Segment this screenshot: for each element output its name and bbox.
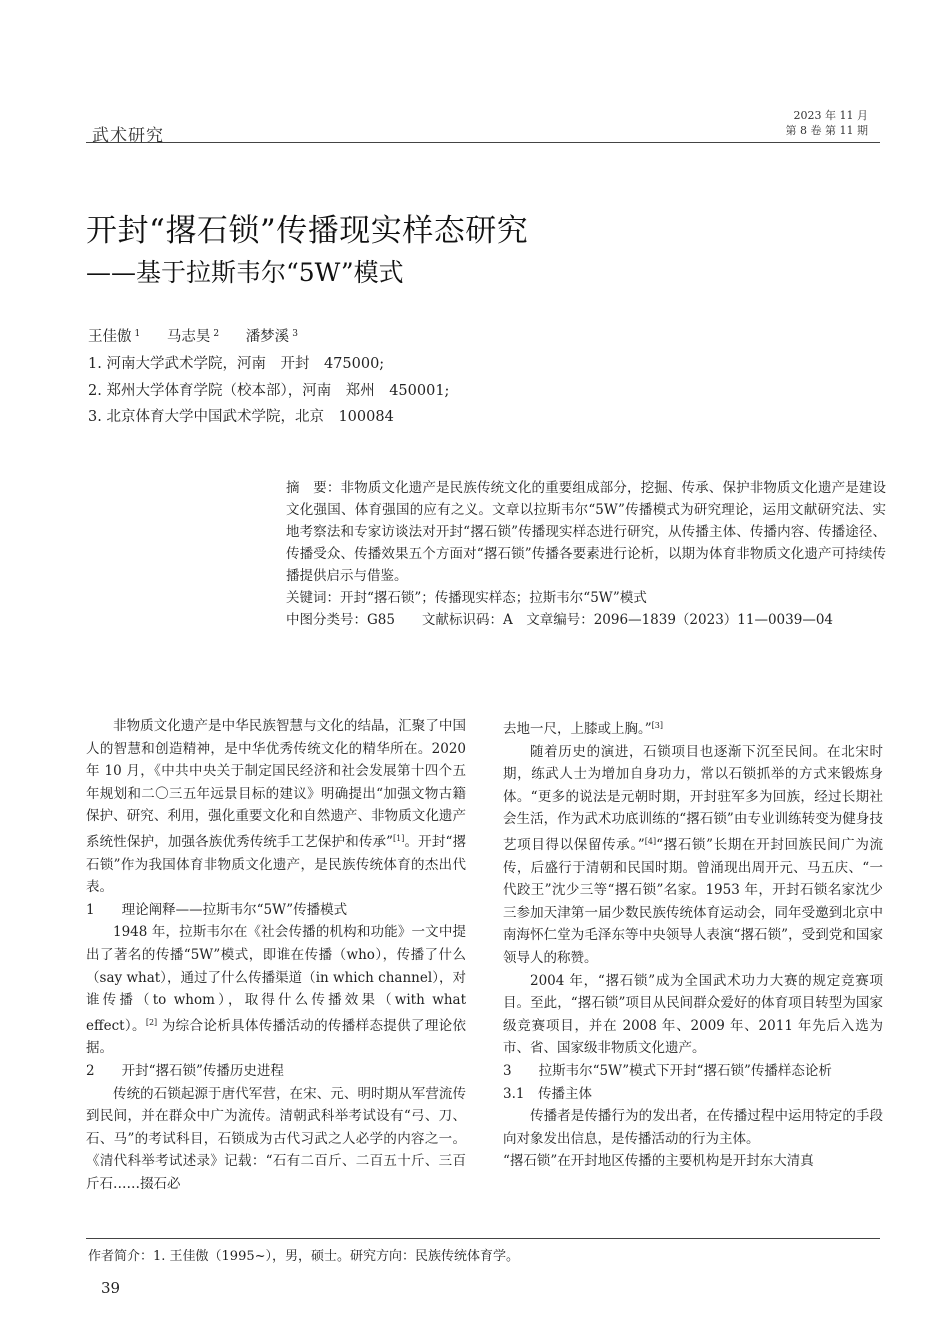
footnote-rule	[86, 1238, 880, 1239]
citation-ref: [4]	[644, 836, 657, 846]
author-affil-mark: 1	[134, 329, 141, 339]
author-list	[88, 325, 320, 346]
paragraph-text: “撂石锁”长期在开封回族民间广为流传，后盛行于清朝和民国时期。曾涌现出周开元、马五庆、“一代跤王”沈少三等“撂石锁”名家。1953 年，开封石锁名家沈少三参加天津第一届少数民族传统体育运动会，同年受邀到北京中南海怀仁堂为毛泽东等中央领导人表演“撂石锁”，受到党和国家领导人的称赞。	[503, 836, 883, 966]
author-name: 王佳傲	[88, 329, 132, 345]
author-name: 潘梦溪	[245, 329, 290, 345]
paragraph-text: 随着历史的演进，石锁项目也逐渐下沉至民间。在北宋时期，练武人士为增加自身功力，常以石锁抓举的方式来锻炼身体。“更多的说法是元朝时期，开封驻军多为回族，经过长期社会生活，作为武术功底训练的“撂石锁”由专业训练转变为健身技艺项目得以保留传承。”	[503, 743, 883, 853]
paragraph-text: 非物质文化遗产是中华民族智慧与文化的结晶，汇聚了中国人的智慧和创造精神，是中华优秀传统文化的精华所在。2020 年 10 月，《中共中央关于制定国民经济和社会发展第十四个五年规划和二〇三五年远景目标的建议》明确提出“加强文物古籍保护、研究、利用，强化重要文化和自然遗产、非物质文化遗产系统性保护，加强各族优秀传统手工艺保护和传承”	[86, 718, 466, 850]
issue-info	[786, 108, 868, 138]
article-subtitle: ——基于拉斯韦尔“5W”模式	[86, 258, 404, 287]
affiliation-3: 3. 北京体育大学中国武术学院，北京 100084	[88, 409, 394, 425]
section-heading: 1 理论阐释——拉斯韦尔“5W”传播模式	[86, 901, 348, 918]
paragraph	[503, 741, 883, 970]
paragraph	[503, 715, 883, 741]
author	[88, 329, 140, 345]
citation-ref: [1]	[393, 833, 405, 843]
author	[167, 329, 219, 345]
abstract-block	[286, 477, 886, 631]
article-title: 开封“撂石锁”传播现实样态研究	[86, 213, 529, 249]
section-heading: 2 开封“撂石锁”传播历史进程	[86, 1062, 284, 1079]
page-number: 39	[101, 1279, 121, 1297]
paragraph	[86, 715, 466, 899]
paragraph: 传播者是传播行为的发出者，在传播过程中运用特定的手段向对象发出信息，是传播活动的行为主体。	[503, 1108, 883, 1147]
citation-ref: [2]	[145, 1017, 158, 1027]
paragraph-text: 1948 年，拉斯韦尔在《社会传播的机构和功能》一文中提出了著名的传播“5W”模式，即谁在传播（who），传播了什么（say what），通过了什么传播渠道（in which channel），对谁传播（to whom），取得什么传播效果（with what effect）。	[86, 924, 466, 1034]
paragraph: “撂石锁”在开封地区传播的主要机构是开封东大清真	[503, 1153, 814, 1170]
paragraph	[86, 921, 466, 1060]
paragraph-text: 为综合论析具体传播活动的传播样态提供了理论依据。	[86, 1017, 466, 1057]
issue-date: 2023 年 11 月	[793, 109, 868, 122]
affiliation-1: 1. 河南大学武术学院，河南 开封 475000;	[88, 356, 385, 372]
paragraph-text: 去地一尺，上膝或上胸。”	[503, 721, 652, 737]
affiliation-2: 2. 郑州大学体育学院（校本部），河南 郑州 450001;	[88, 383, 450, 399]
author-name: 马志昊	[166, 329, 211, 345]
paragraph: 传统的石锁起源于唐代军营，在宋、元、明时期从军营流传到民间，并在群众中广为流传。清朝武科举考试设有“弓、刀、石、马”的考试科目，石锁成为古代习武之人必学的内容之一。《清代科举考试述录》记载：“石有二百斤、二百五十斤、三百斤石……掇石必	[86, 1085, 466, 1192]
body-column-left	[86, 715, 466, 1195]
issue-volume: 第 8 卷 第 11 期	[785, 124, 868, 137]
paragraph-text: 。开封“撂石锁”作为我国体育非物质文化遗产，是民族传统体育的杰出代表。	[86, 833, 467, 896]
body-column-right	[503, 715, 883, 1173]
author	[246, 329, 298, 345]
keywords: 关键词：开封“撂石锁”；传播现实样态；拉斯韦尔“5W”模式	[286, 590, 647, 606]
classification: 中图分类号：G85 文献标识码：A 文章编号：2096—1839（2023）11—0039—04	[286, 612, 833, 628]
paragraph: 2004 年，“撂石锁”成为全国武术功力大赛的规定竞赛项目。至此，“撂石锁”项目从民间群众爱好的体育项目转型为国家级竞赛项目，并在 2008 年、2009 年、2011 年先后入选为市、省、国家级非物质文化遗产。	[503, 972, 883, 1057]
author-affil-mark: 3	[292, 329, 298, 339]
header-rule	[86, 142, 880, 143]
section-heading: 3 拉斯韦尔“5W”模式下开封“撂石锁”传播样态论析	[503, 1062, 832, 1079]
author-affil-mark: 2	[213, 329, 220, 339]
journal-name: 武术研究	[92, 126, 164, 146]
author-footnote: 作者简介：1. 王佳傲（1995~），男，硕士。研究方向：民族传统体育学。	[88, 1249, 520, 1264]
abstract-text: 摘 要：非物质文化遗产是民族传统文化的重要组成部分，挖掘、传承、保护非物质文化遗产是建设文化强国、体育强国的应有之义。文章以拉斯韦尔“5W”传播模式为研究理论，运用文献研究法、实地考察法和专家访谈法对开封“撂石锁”传播现实样态进行研究，从传播主体、传播内容、传播途径、传播受众、传播效果五个方面对“撂石锁”传播各要素进行论析，以期为体育非物质文化遗产可持续传播提供启示与借鉴。	[286, 480, 886, 584]
citation-ref: [3]	[651, 721, 663, 730]
subsection-heading: 3.1 传播主体	[503, 1085, 592, 1102]
